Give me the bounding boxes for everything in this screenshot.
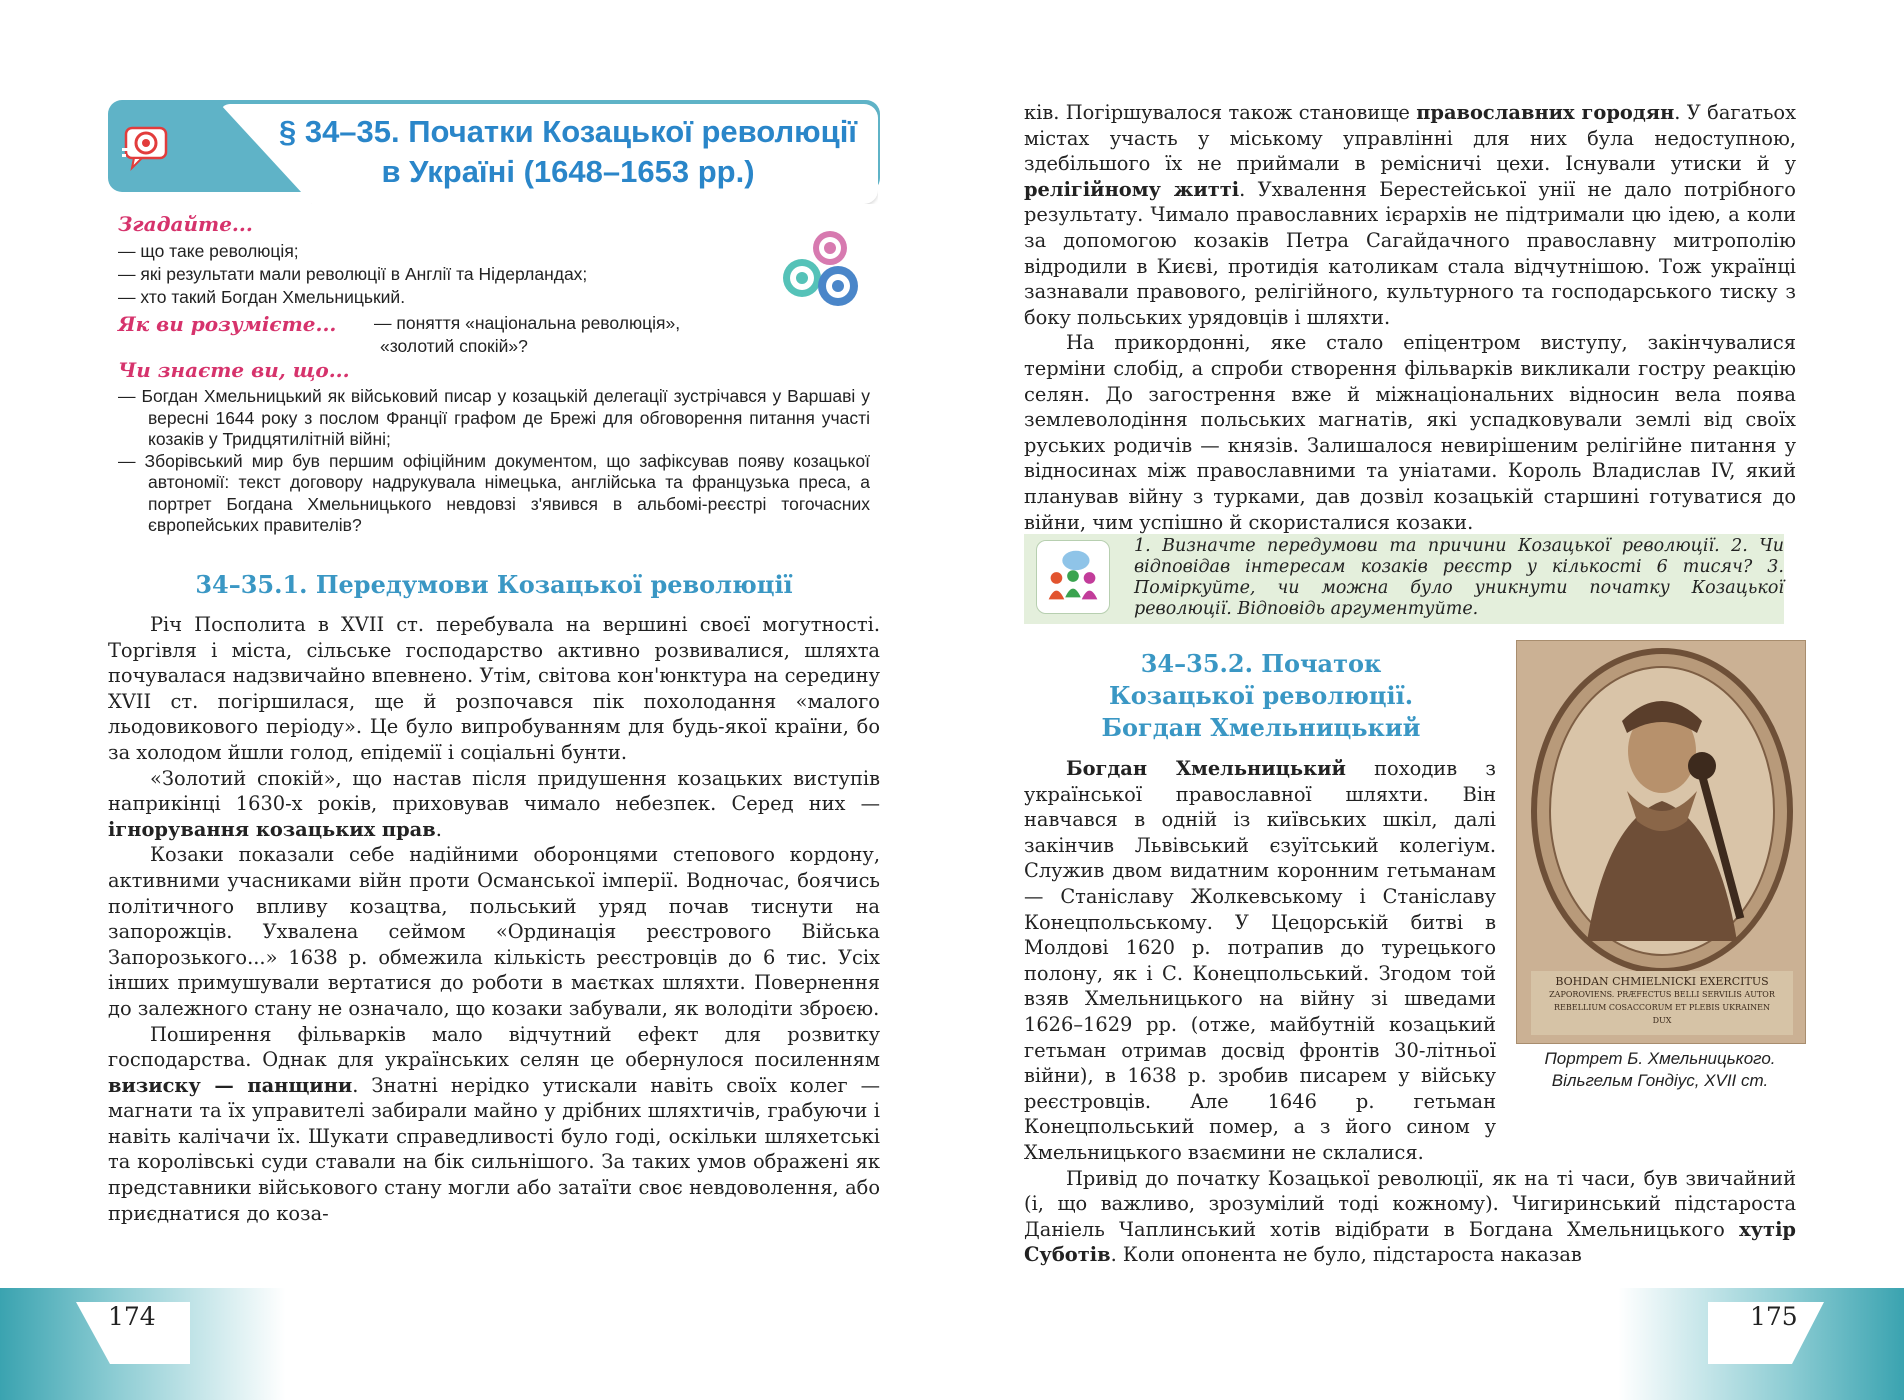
did-you-know-heading: Чи знаєте ви, що... (118, 358, 350, 382)
task-text: 1. Визначте передумови та причини Козацької революції. 2. Чи відповідав інтересам козаків реєстр у кількості 6 тисяч? 3. Поміркуйте, чи можна було уникнути початку Козацької революції. Відповідь аргументуйте. (1134, 536, 1784, 619)
bold-term: визиску — панщини (108, 1073, 353, 1097)
understand-text (374, 312, 680, 358)
section-heading: 34–35.1. Передумови Козацької революції (195, 570, 793, 599)
paragraph: Привід до початку Козацької революції, як на ті часи, був звичайний (і, що важливо, зрозумілий тоді кожному). Чигиринський підстароста Даніель Чаплинський хотів відібрати в Богдана Хмельницького хутір Суботів. Коли опонента не було, підстароста наказав (1024, 1166, 1796, 1267)
paragraph: Богдан Хмельницький походив з української православної шляхти. Він навчався в одній із київських шкіл, далі закінчив Львівський єзуїтський колегіум. Служив двом видатним коронним гетьманам — Станіславу Жолкевському і Станіславу Конецпольському. У Цецорській битві в Молдові 1620 р. потрапив до турецького полону, як і С. Конецпольський. Згодом той взяв Хмельницького на війну зі шведами 1626–1629 рр. (отже, майбутній козацький гетьман отримав досвід фронтів 30-літньої війни), в 1638 р. зробив писарем у війську реєстровців. Але 1646 р. гетьман Конецпольський помер, а з його сином у Хмельницького взаємини не склалися. (1024, 757, 1496, 1164)
gears-icon (778, 228, 870, 316)
inscription-line: REBELLIUM COSACCORUM ET PLEBIS UKRAINEN (1554, 1003, 1770, 1012)
inscription-line: ZAPOROVIENS. PRÆFECTUS BELLI SERVILIS AUTOR (1549, 990, 1775, 999)
understand-line: «золотий спокій»? (380, 336, 528, 356)
section-heading-line: 34–35.2. Початок (1140, 649, 1382, 678)
paragraph: Поширення фільварків мало відчутний ефект для розвитку господарства. Однак для українських селян це обернулося посиленням визиску — панщини. Знатні нерідко утискали навіть своїх колег — магнати та їх управителі забирали майно у дрібних шляхтичів, грабуючи і навіть калічачи їх. Шукати справедливості було годі, оскільки шляхетські та королівські суди ставали на бік сильнішого. За таких умов ображені як представники військового стану могли або затаїти своє невдоволення, або приєднатися до коза- (108, 1022, 880, 1225)
section-heading-line: Козацької революції. (1108, 681, 1414, 710)
page-title (258, 112, 878, 192)
bold-term: хутір Суботів (1024, 1217, 1796, 1267)
recall-item: — що таке революція; (118, 241, 299, 261)
bold-term: православних городян (1416, 101, 1675, 124)
page-title-line2: в Україні (1648–1653 рр.) (381, 154, 755, 189)
portrait-inscription (1531, 975, 1793, 1027)
did-you-know-item: — Богдан Хмельницький як військовий писар у козацькій делегації зустрічався у Варшаві у вересні 1644 року з послом Франції графом де Брежі для обговорення питання участі козаків у Тридцятилітній війні; (118, 386, 870, 449)
paragraph: Річ Посполита в XVII ст. перебувала на вершині своєї могутності. Торгівля і міста, сільське господарство активно розвивалися, шляхта почувалася надзвичайно впевнено. Утім, світова кон'юнктура на середину XVII ст. погіршилася, ще й розпочався пік похолодання «малого льодовикового періоду». Це було випробуванням для будь-якої країни, бо за холодом йшли голод, епідемії і соціальні бунти. (108, 613, 880, 764)
understand-line: — поняття «національна революція», (374, 313, 681, 333)
paragraph: ків. Погіршувалося також становище православних городян. У багатьох містах участь у міському управлінні для них була недоступною, здебільшого їх не приймали в ремісничі цехи. Існували утиски й у релігійному житті. Ухвалення Берестейської унії не дало потрібного результату. Чимало православних ієрархів не підтримали цю ідею, а коли за допомогою козаків Петра Сагайдачного православну митрополію відродили в Києві, протидія католикам стала відчутнішою. Тож українці зазнавали правового, релігійного, культурного та господарського тиску з боку польських урядовців і шляхти. (1024, 101, 1797, 329)
bold-term: Богдан Хмельницький (1066, 757, 1346, 780)
inscription-line: DUX (1652, 1016, 1672, 1025)
section-heading (1024, 648, 1498, 744)
inscription-line: BOHDAN CHMIELNICKI EXERCITUS (1555, 975, 1769, 988)
group-discussion-icon (1036, 540, 1110, 614)
portrait-caption (1500, 1048, 1820, 1092)
page-title-line1: § 34–35. Початки Козацької революції (278, 114, 858, 149)
recall-item: — хто такий Богдан Хмельницький. (118, 287, 406, 307)
paragraph: «Золотий спокій», що настав після придушення козацьких виступів наприкінці 1630-х років, приховував чимало небезпек. Серед них — ігнорування козацьких прав. (108, 766, 880, 841)
section1-body (108, 612, 880, 1226)
understand-heading: Як ви розумієте... (118, 312, 337, 336)
recall-list (118, 240, 587, 309)
did-you-know-list (118, 386, 870, 537)
page-number: 174 (108, 1302, 156, 1331)
page-number: 175 (1750, 1302, 1798, 1331)
right-page-text (1024, 100, 1796, 535)
paragraph: На прикордонні, яке стало епіцентром виступу, закінчувалися терміни слобід, а спроби створення фільварків викликали гостру реакцію селян. До загострення вже й міжнаціональних відносин вела поява землеволодіння польських магнатів, які успадковували землі від своїх руських родичів — князів. Залишалося невирішеним релігійне питання у відносинах між православними та уніатами. Король Владислав IV, який планував війну з турками, дав дозвіл козацькій старшині готуватися до війни, чим успішно й скористалися козаки. (1024, 331, 1796, 534)
recall-item: — які результати мали революції в Англії та Нідерландах; (118, 264, 588, 284)
section-heading-line: Богдан Хмельницький (1101, 713, 1421, 742)
portrait-image (1516, 640, 1806, 1044)
bold-term: ігнорування козацьких прав (108, 817, 436, 841)
recall-heading: Згадайте... (118, 212, 253, 236)
caption-line: Вільгельм Гондіус, XVII ст. (1551, 1071, 1769, 1090)
bold-term: релігійному житті (1024, 177, 1240, 201)
paragraph: Козаки показали себе надійними оборонцями степового кордону, активними учасниками війн проти Османської імперії. Водночас, боячись політичного впливу козацтва, польський уряд почав тиснути на запорожців. Ухвалена сеймом «Ординація реєстрового Війська Запорозького...» 1638 р. обмежила кількість реєстровців до 6 тис. Усіх інших примушували вертатися до роботи в маєтках шляхти. Повернення до залежного стану не означало, що козаки забували, як володіти зброєю. (108, 843, 880, 1020)
target-speech-icon (122, 118, 176, 172)
did-you-know-item: — Зборівський мир був першим офіційним документом, що зафіксував появу козацької автономії: текст договору надрукувала німецька, англійська та французька преса, а портрет Богдана Хмельницького невдовзі з'явився в альбомі-реєстрі тогочасних європейських правителів? (118, 450, 870, 535)
caption-line: Портрет Б. Хмельницького. (1544, 1049, 1776, 1068)
paragraph-title-banner (108, 100, 880, 208)
